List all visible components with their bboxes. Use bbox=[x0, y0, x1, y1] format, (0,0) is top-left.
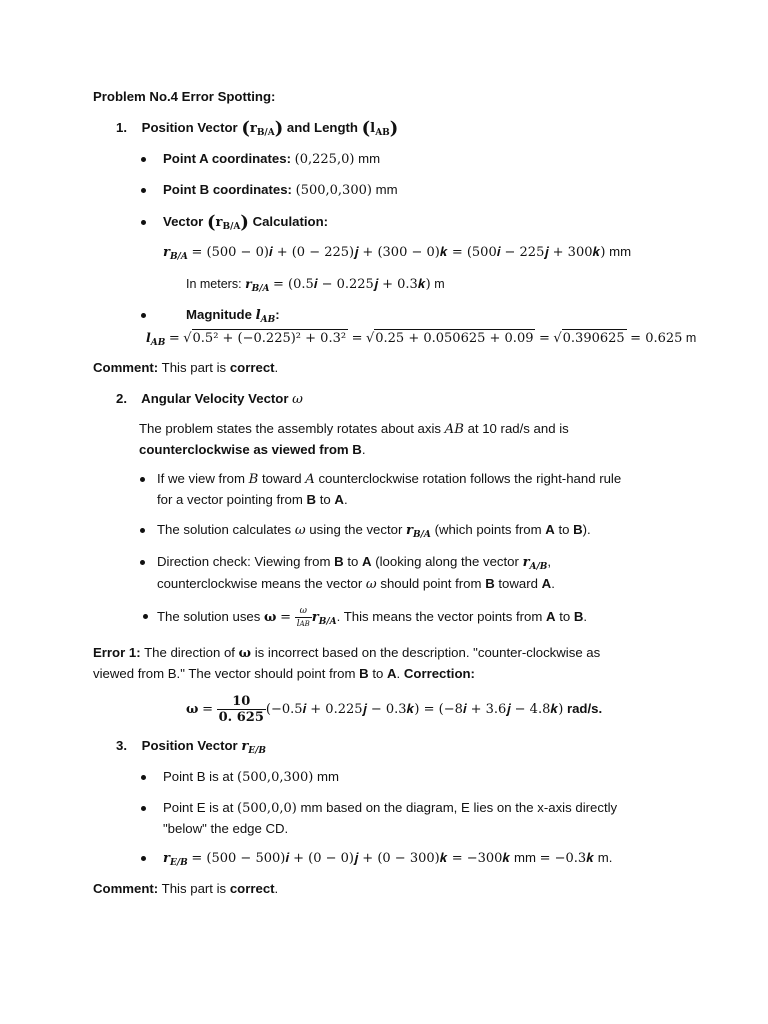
error-1-line-2 bbox=[93, 665, 475, 683]
equals: = bbox=[538, 331, 550, 346]
equation-correction bbox=[186, 692, 602, 727]
unit: m. bbox=[597, 850, 613, 865]
heading-text: Position Vector bbox=[141, 120, 238, 135]
equation-rhs: = (500 − 0)𝒊 + (0 − 225)𝒋 + (300 − 0)𝒌 = (500𝒊 − 225𝒋 + 300𝒌) bbox=[191, 245, 606, 260]
heading-text: Position Vector bbox=[141, 738, 238, 753]
unit: mm bbox=[609, 244, 632, 259]
page-title: Problem No.4 Error Spotting: bbox=[93, 89, 276, 104]
equation-magnitude bbox=[146, 329, 696, 348]
equals: = bbox=[280, 610, 292, 625]
fraction bbox=[295, 607, 312, 629]
numerator: 10 bbox=[217, 695, 266, 710]
bullet-dot bbox=[141, 157, 146, 162]
text: The direction of bbox=[144, 645, 235, 660]
subscript: B/A bbox=[413, 530, 431, 540]
text: Point E is at bbox=[163, 800, 234, 815]
subscript: B/A bbox=[169, 252, 188, 262]
symbol-r: r bbox=[215, 215, 223, 230]
paragraph-problem-statement-2 bbox=[139, 441, 365, 459]
bullet-direction-check-2 bbox=[157, 575, 555, 594]
text: If we view from bbox=[157, 471, 245, 486]
bullet-vector-calc: Vector $(r_{B/A})$ Calculation: bbox=[163, 212, 329, 233]
text-bold: A bbox=[546, 609, 556, 624]
subscript: A/B bbox=[529, 562, 548, 572]
punct: . bbox=[361, 442, 366, 457]
punct: . bbox=[274, 881, 279, 896]
text: to bbox=[558, 522, 570, 537]
denominator: 0. 625 bbox=[218, 710, 264, 726]
text-bold: B bbox=[359, 666, 369, 681]
text-bold: B bbox=[485, 576, 495, 591]
error-1 bbox=[93, 644, 600, 663]
radicand: 0.5² + (−0.225)² + 0.3² bbox=[192, 331, 347, 346]
unit: m bbox=[434, 277, 445, 291]
text-bold: counterclockwise as viewed from B bbox=[139, 442, 362, 457]
symbol-r: r bbox=[311, 610, 319, 625]
bullet-dot bbox=[141, 775, 146, 780]
label: Point B coordinates: bbox=[163, 182, 292, 197]
bullet-dot bbox=[140, 560, 145, 565]
text: toward bbox=[261, 471, 302, 486]
bullet-direction-check bbox=[157, 553, 551, 572]
symbol-r: r bbox=[163, 245, 170, 260]
text: mm based on the diagram, E lies on the x-axis directly bbox=[300, 800, 618, 815]
text: for a vector pointing from bbox=[157, 492, 303, 507]
text: . This means the vector points from bbox=[336, 609, 543, 624]
equation-r-eb bbox=[163, 849, 612, 868]
bullet-dot bbox=[141, 188, 146, 193]
symbol-omega: ω bbox=[365, 577, 377, 592]
equation-rhs: (−0.5𝒊 + 0.225𝒋 − 0.3𝒌) = (−8𝒊 + 3.6𝒋 − 4.8𝒌) bbox=[265, 702, 564, 717]
text: using the vector bbox=[309, 522, 403, 537]
unit: rad/s. bbox=[566, 701, 603, 716]
label: In meters: bbox=[186, 277, 242, 291]
equals: = bbox=[168, 331, 180, 346]
bullet-dot bbox=[143, 614, 148, 619]
text: toward bbox=[498, 576, 538, 591]
symbol-a: A bbox=[305, 472, 315, 487]
subscript: B/A bbox=[222, 222, 241, 232]
text: to bbox=[319, 492, 331, 507]
text: (looking along the vector bbox=[375, 554, 519, 569]
comment-strong: correct bbox=[229, 881, 275, 896]
subscript: E/B bbox=[248, 746, 267, 756]
bullet-magnitude bbox=[186, 306, 280, 325]
paragraph-problem-statement bbox=[139, 420, 569, 439]
text: counterclockwise means the vector bbox=[157, 576, 363, 591]
radicand: 0.390625 bbox=[562, 331, 625, 346]
correction-label: Correction: bbox=[403, 666, 475, 681]
text-bold: A bbox=[362, 554, 372, 569]
section-number: 1. bbox=[116, 120, 127, 135]
text-bold: A bbox=[541, 576, 552, 591]
symbol-omega: ω bbox=[238, 646, 252, 661]
text: to bbox=[559, 609, 571, 624]
bullet-dot bbox=[140, 528, 145, 533]
punct: . bbox=[396, 666, 401, 681]
symbol-r: r bbox=[163, 851, 170, 866]
colon: : bbox=[275, 307, 280, 322]
text: should point from bbox=[380, 576, 482, 591]
comment-text: This part is bbox=[161, 360, 227, 375]
text: to bbox=[347, 554, 359, 569]
coordinates: (500,0,300) bbox=[237, 770, 314, 785]
text-bold: B bbox=[334, 554, 344, 569]
text: Point B is at bbox=[163, 769, 234, 784]
section-number: 3. bbox=[116, 738, 127, 753]
bullet-dot bbox=[141, 220, 146, 225]
subscript: AB bbox=[299, 619, 310, 628]
section-1-heading: 1. Position Vector $(r_{B/A})$ and Length $(l_{AB})$ bbox=[116, 118, 399, 139]
comment-text: This part is bbox=[161, 881, 227, 896]
bullet-point-b-location bbox=[163, 768, 339, 787]
symbol-ab: AB bbox=[444, 422, 464, 437]
bullet-point-e-location bbox=[163, 799, 617, 818]
radicand: 0.25 + 0.050625 + 0.09 bbox=[375, 331, 534, 346]
punct: . bbox=[343, 492, 348, 507]
equation-rhs: = (0.5𝒊 − 0.225𝒋 + 0.3𝒌) bbox=[273, 277, 431, 292]
result: = 0.625 bbox=[630, 331, 683, 346]
section-2-heading bbox=[116, 390, 303, 409]
unit: m bbox=[685, 331, 697, 345]
symbol-r: r bbox=[249, 121, 257, 136]
text: counterclockwise rotation follows the right-hand rule bbox=[318, 471, 622, 486]
subscript: AB bbox=[150, 338, 166, 348]
text: to bbox=[372, 666, 384, 681]
equals: = bbox=[202, 702, 213, 717]
comment-1 bbox=[93, 359, 278, 377]
text-bold: A bbox=[545, 522, 555, 537]
label: Point A coordinates: bbox=[163, 151, 291, 166]
bullet-dot bbox=[141, 313, 146, 318]
symbol-b: B bbox=[248, 472, 259, 487]
bullet-solution-calc bbox=[157, 521, 591, 540]
text: viewed from B." The vector should point from bbox=[93, 666, 356, 681]
fraction bbox=[217, 695, 266, 724]
comment-strong: correct bbox=[229, 360, 275, 375]
text: Direction check: Viewing from bbox=[157, 554, 331, 569]
equation-r-ba bbox=[163, 243, 631, 262]
coordinates: (0,225,0) bbox=[294, 152, 355, 167]
bullet-dot bbox=[141, 806, 146, 811]
coordinates: (500,0,300) bbox=[295, 183, 372, 198]
text: The solution calculates bbox=[157, 522, 292, 537]
equation-rhs: = −0.3𝒌 bbox=[539, 851, 595, 866]
symbol-l: l bbox=[370, 121, 376, 136]
bullet-dot bbox=[141, 856, 146, 861]
equation-rhs: = (500 − 500)𝒊 + (0 − 0)𝒋 + (0 − 300)𝒌 = −300𝒌 bbox=[191, 851, 511, 866]
text-bold: B bbox=[306, 492, 317, 507]
equation-meters bbox=[186, 275, 445, 294]
bullet-point-e-location-2 bbox=[163, 820, 288, 838]
symbol-r: r bbox=[522, 555, 530, 570]
comment-label: Comment: bbox=[93, 360, 159, 375]
label: Magnitude bbox=[186, 307, 252, 322]
subscript: B/A bbox=[256, 128, 275, 138]
punct: . bbox=[583, 609, 588, 624]
label: Vector bbox=[163, 214, 204, 229]
symbol-r: r bbox=[241, 739, 249, 754]
text-bold: B bbox=[573, 522, 583, 537]
bullet-solution-uses bbox=[157, 605, 587, 630]
unit: mm bbox=[513, 850, 536, 865]
text: The solution uses bbox=[157, 609, 261, 624]
text: is incorrect based on the description. "counter-clockwise as bbox=[254, 645, 601, 660]
subscript: B/A bbox=[251, 284, 270, 294]
text-bold: A bbox=[387, 666, 397, 681]
sqrt-sign: √ bbox=[183, 331, 192, 346]
bullet-point-b bbox=[163, 181, 398, 200]
error-label: Error 1: bbox=[93, 645, 141, 660]
unit: mm bbox=[375, 182, 398, 197]
text: at 10 rad/s and is bbox=[467, 421, 569, 436]
sqrt-sign: √ bbox=[365, 331, 375, 346]
subscript: AB bbox=[375, 128, 390, 138]
text: "below" the edge CD. bbox=[163, 821, 289, 836]
equals: = bbox=[351, 331, 363, 346]
comment-label: Comment: bbox=[93, 881, 159, 896]
subscript: B/A bbox=[318, 617, 337, 627]
subscript: E/B bbox=[169, 858, 188, 868]
text: (which points from bbox=[434, 522, 542, 537]
bullet-view-direction-2 bbox=[157, 491, 348, 509]
text: The problem states the assembly rotates about axis bbox=[139, 421, 441, 436]
symbol-omega: ω bbox=[264, 610, 277, 625]
numerator: ω bbox=[295, 607, 312, 618]
sqrt-sign: √ bbox=[553, 331, 562, 346]
label: Calculation: bbox=[252, 214, 329, 229]
symbol-r: r bbox=[406, 523, 413, 538]
symbol-l: l bbox=[146, 330, 151, 345]
comment-2 bbox=[93, 880, 278, 898]
section-number: 2. bbox=[116, 391, 127, 406]
text-bold: B bbox=[573, 609, 584, 624]
bullet-view-direction bbox=[157, 470, 621, 489]
coordinates: (500,0,0) bbox=[237, 801, 297, 816]
heading-text: and Length bbox=[286, 120, 358, 135]
punct: ). bbox=[582, 522, 591, 537]
punct: , bbox=[547, 554, 552, 569]
bullet-dot bbox=[140, 477, 145, 482]
heading-text: Angular Velocity Vector bbox=[141, 391, 289, 406]
symbol-omega: ω bbox=[294, 523, 306, 538]
section-3-heading bbox=[116, 737, 266, 756]
subscript: AB bbox=[260, 315, 276, 325]
symbol-omega: ω bbox=[292, 392, 303, 407]
denominator: l bbox=[296, 618, 300, 629]
symbol-l: l bbox=[255, 308, 261, 323]
unit: mm bbox=[317, 769, 340, 784]
punct: . bbox=[274, 360, 279, 375]
text-bold: A bbox=[334, 492, 344, 507]
unit: mm bbox=[358, 151, 381, 166]
bullet-point-a bbox=[163, 150, 380, 169]
symbol-omega: ω bbox=[186, 702, 199, 717]
punct: . bbox=[551, 576, 555, 591]
symbol-r: r bbox=[245, 276, 252, 291]
